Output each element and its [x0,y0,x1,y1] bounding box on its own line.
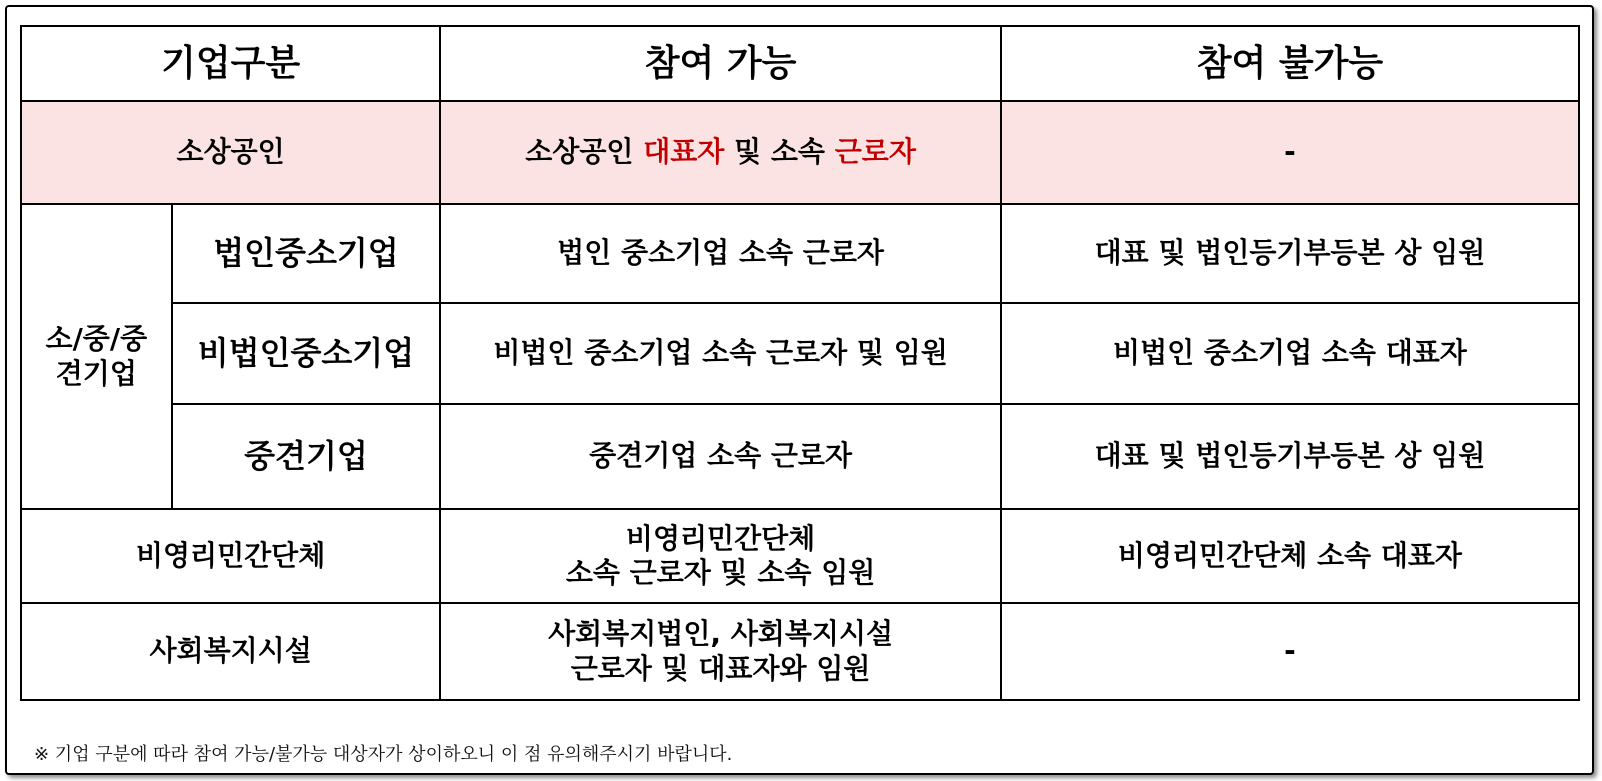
group-label-line2: 견기업 [55,356,137,390]
table-row-corporate-sme [21,204,1579,303]
ineligible-cell: 대표 및 법인등기부등본 상 임원 [1001,204,1579,303]
category-cell: 비법인중소기업 [172,303,441,404]
eligible-text: 및 소속 [724,135,835,169]
eligible-cell: 법인 중소기업 소속 근로자 [440,204,1001,303]
group-label-line1: 소/중/중 [45,322,148,356]
eligible-cell [440,101,1001,204]
eligible-cell [440,509,1001,603]
table-row-midsize [21,404,1579,509]
category-cell: 소상공인 [21,101,440,204]
table-row-noncorporate-sme [21,303,1579,404]
footnote: ※ 기업 구분에 따라 참여 가능/불가능 대상자가 상이하오니 이 점 유의해주시기 바랍니다. [34,744,733,765]
header-eligible: 참여 가능 [440,26,1001,101]
table-row-welfare [21,603,1579,700]
ineligible-cell: 대표 및 법인등기부등본 상 임원 [1001,404,1579,509]
eligibility-table [20,25,1580,701]
eligible-cell: 중견기업 소속 근로자 [440,404,1001,509]
category-cell: 법인중소기업 [172,204,441,303]
group-category-cell [21,204,172,509]
emphasis-worker: 근로자 [834,135,916,169]
ineligible-cell: 비법인 중소기업 소속 대표자 [1001,303,1579,404]
category-cell: 사회복지시설 [21,603,440,700]
category-cell: 비영리민간단체 [21,509,440,603]
header-ineligible: 참여 불가능 [1001,26,1579,101]
ineligible-cell: - [1001,101,1579,204]
eligible-text: 소상공인 [525,135,644,169]
eligible-cell [440,603,1001,700]
category-cell: 중견기업 [172,404,441,509]
table-row-small-business [21,101,1579,204]
ineligible-cell: 비영리민간단체 소속 대표자 [1001,509,1579,603]
emphasis-representative: 대표자 [643,135,725,169]
ineligible-cell: - [1001,603,1579,700]
eligible-line1: 사회복지법인, 사회복지시설 [548,617,894,651]
header-row [21,26,1579,101]
eligible-line2: 소속 근로자 및 소속 임원 [565,556,876,589]
eligible-line1: 비영리민간단체 [625,521,816,555]
eligible-line2: 근로자 및 대표자와 임원 [570,651,871,685]
eligible-cell: 비법인 중소기업 소속 근로자 및 임원 [440,303,1001,404]
table-row-nonprofit [21,509,1579,603]
header-category: 기업구분 [21,26,440,101]
